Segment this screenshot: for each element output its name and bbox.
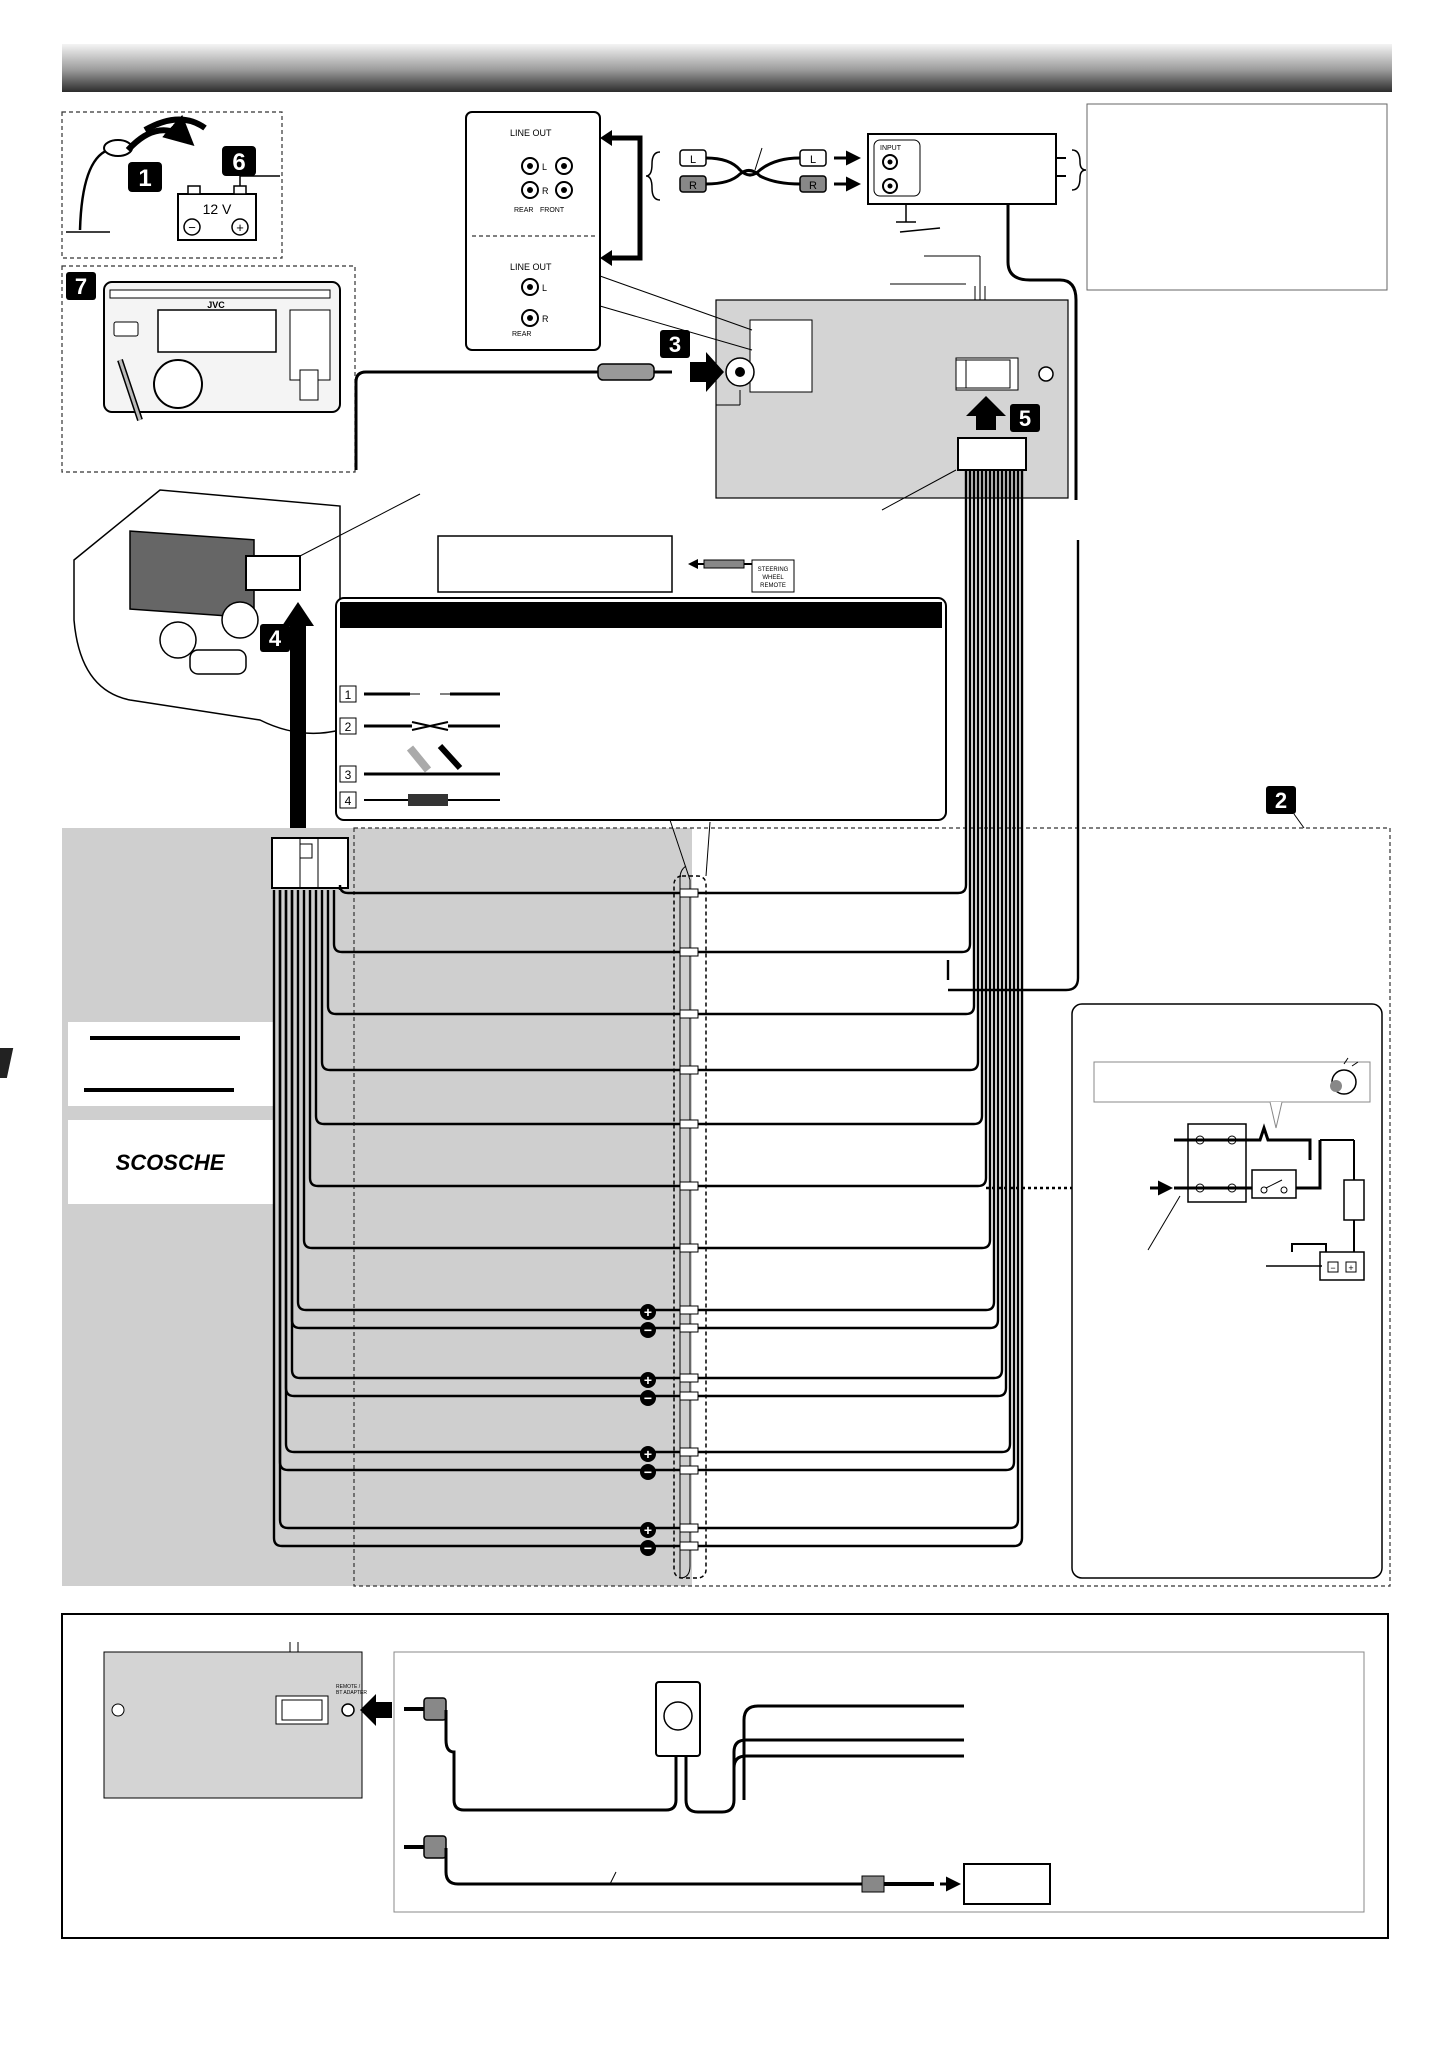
line-out-left: L bbox=[542, 162, 548, 172]
scosche-logo bbox=[68, 1120, 274, 1204]
splice-step-2-num: 2 bbox=[344, 720, 352, 734]
remote-adapter-label-1: REMOTE / bbox=[336, 1684, 361, 1690]
line-out-label: LINE OUT bbox=[510, 128, 552, 138]
car-battery-minus: − bbox=[1330, 1263, 1336, 1273]
line-out-label-2: LINE OUT bbox=[510, 262, 552, 272]
steering-remote-lead bbox=[690, 560, 794, 592]
line-out-left-2: L bbox=[542, 283, 548, 293]
fuse-box bbox=[1188, 1124, 1246, 1202]
line-out-front: FRONT bbox=[540, 207, 565, 214]
splice-joint bbox=[680, 1182, 698, 1190]
rca-left-label-2: L bbox=[809, 154, 817, 166]
remote-adapter-section bbox=[62, 1614, 1388, 1938]
amp-input-label: INPUT bbox=[880, 145, 901, 152]
minus-label: − bbox=[643, 1464, 653, 1480]
minus-label: − bbox=[643, 1390, 653, 1406]
step-1-label: 1 bbox=[138, 165, 152, 192]
splice-joint bbox=[680, 1466, 698, 1474]
splice-joint bbox=[680, 1374, 698, 1382]
battery-disconnect-panel bbox=[62, 112, 282, 258]
splice-step-3-num: 3 bbox=[344, 768, 352, 782]
plus-label: + bbox=[643, 1372, 653, 1388]
external-device-box bbox=[964, 1864, 1050, 1904]
battery-voltage-label: 12 V bbox=[202, 201, 232, 217]
step-4-label: 4 bbox=[268, 626, 282, 651]
steering-remote-label-3: REMOTE bbox=[760, 583, 786, 589]
rca-right-label: R bbox=[689, 180, 697, 192]
faceplate-panel bbox=[62, 266, 355, 472]
splice-joint bbox=[680, 1524, 698, 1532]
splice-step-4-num: 4 bbox=[344, 794, 352, 808]
minus-label: − bbox=[643, 1322, 653, 1338]
steering-remote-label-2: WHEEL bbox=[762, 575, 784, 581]
line-out-rear-2: REAR bbox=[512, 331, 532, 338]
splice-instructions-box bbox=[336, 598, 946, 820]
splice-joint bbox=[680, 1244, 698, 1252]
gray-harness-panel bbox=[62, 828, 692, 1586]
remote-adapter-label-2: BT ADAPTER bbox=[336, 1690, 368, 1696]
splice-joint bbox=[680, 1392, 698, 1400]
note-box bbox=[1087, 104, 1387, 290]
steering-remote-note-box bbox=[438, 536, 672, 592]
line-out-panel bbox=[466, 112, 640, 350]
plus-label: + bbox=[643, 1522, 653, 1538]
harness-connector bbox=[272, 838, 348, 888]
splice-joint bbox=[680, 1448, 698, 1456]
rca-cable bbox=[646, 148, 858, 200]
car-battery-plus: + bbox=[1348, 1263, 1354, 1273]
rca-left-label: L bbox=[689, 154, 697, 166]
line-out-right: R bbox=[542, 186, 549, 196]
metra-logo bbox=[0, 1022, 274, 1106]
splice-joint bbox=[680, 1324, 698, 1332]
line-out-rear: REAR bbox=[514, 207, 534, 214]
step-2-label: 2 bbox=[1274, 788, 1288, 813]
splice-joint bbox=[680, 1066, 698, 1074]
battery-minus-label: − bbox=[188, 220, 196, 235]
step-6-label: 6 bbox=[232, 149, 246, 176]
brand-jvc: JVC bbox=[207, 300, 225, 310]
unit-back-small bbox=[104, 1652, 362, 1798]
step-7-label: 7 bbox=[74, 274, 88, 299]
rca-right-label-2: R bbox=[809, 180, 817, 192]
main-connector bbox=[958, 438, 1026, 470]
splice-joint bbox=[680, 1120, 698, 1128]
plus-label: + bbox=[643, 1304, 653, 1320]
splice-joint bbox=[680, 889, 698, 897]
splice-joint bbox=[680, 948, 698, 956]
splice-joint bbox=[680, 1010, 698, 1018]
plus-label: + bbox=[643, 1446, 653, 1462]
step-3-label: 3 bbox=[668, 332, 682, 357]
scosche-logo-text: SCOSCHE bbox=[115, 1150, 225, 1175]
splice-step-1-num: 1 bbox=[344, 688, 352, 702]
step-5-label: 5 bbox=[1018, 406, 1032, 431]
minus-label: − bbox=[643, 1540, 653, 1556]
battery-icon bbox=[178, 186, 256, 240]
switch-icon bbox=[1252, 1170, 1296, 1198]
adapter-inner-box bbox=[394, 1652, 1364, 1912]
ignition-panel bbox=[1072, 1004, 1382, 1578]
steering-remote-label-1: STEERING bbox=[757, 567, 789, 573]
line-out-right-2: R bbox=[542, 314, 549, 324]
car-battery-icon bbox=[1320, 1252, 1364, 1280]
battery-plus-label: + bbox=[236, 220, 244, 235]
metra-logo-text: Metra bbox=[140, 1051, 199, 1076]
splice-joint bbox=[680, 1542, 698, 1550]
splice-joint bbox=[680, 1306, 698, 1314]
header-bar bbox=[62, 44, 1392, 92]
